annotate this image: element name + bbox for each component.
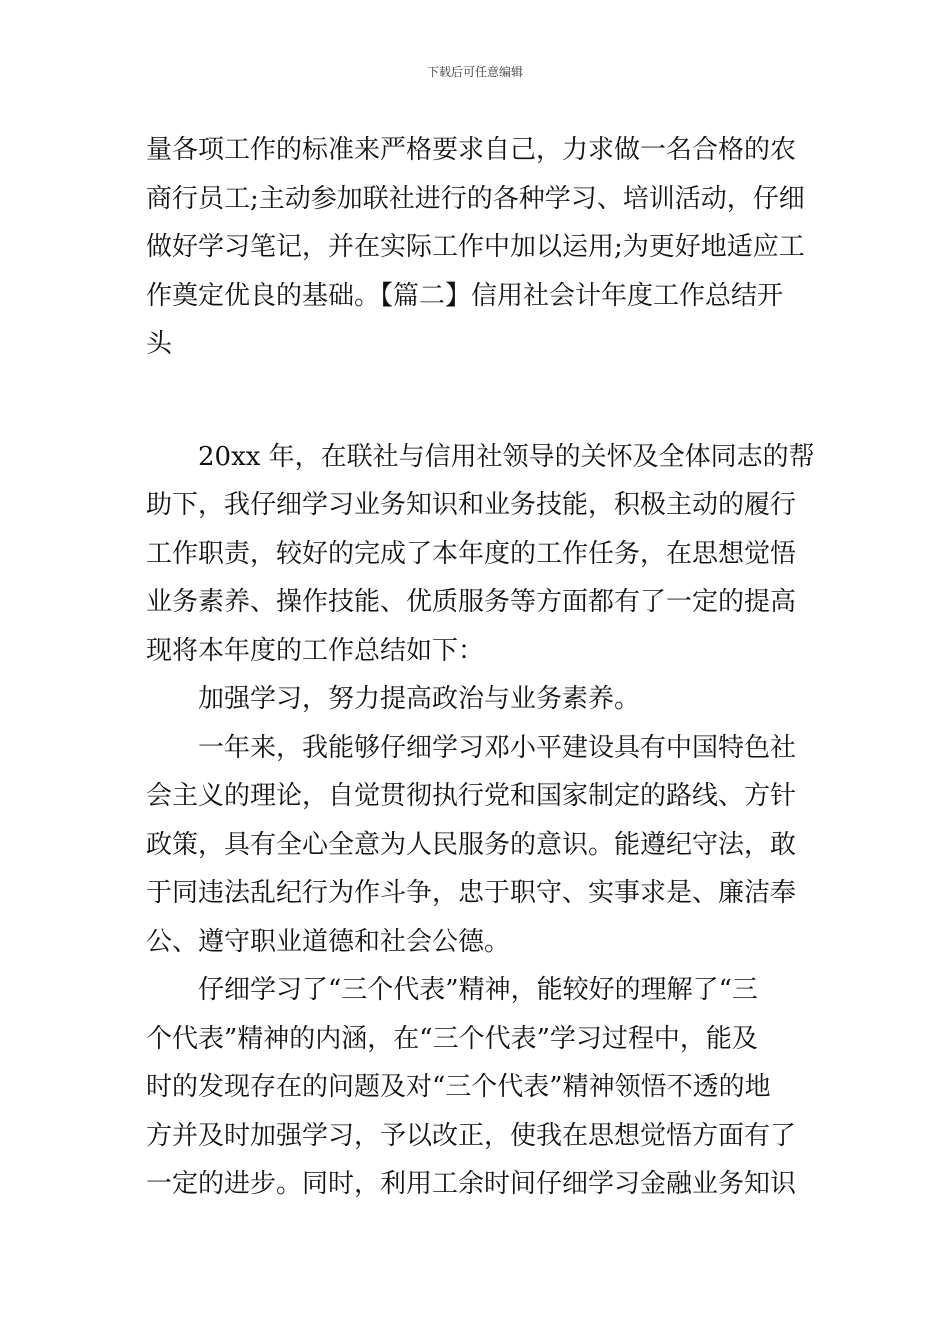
text-line: 量各项工作的标准来严格要求自己，力求做一名合格的农 xyxy=(146,135,797,165)
text-line: 工作职责，较好的完成了本年度的工作任务，在思想觉悟 xyxy=(146,538,797,569)
paragraph-continued xyxy=(146,126,810,369)
text-line: 时的发现存在的问题及对“三个代表”精神领悟不透的地 xyxy=(146,1072,771,1102)
text-line: 头 xyxy=(146,329,173,359)
page-header: 下载后可任意编辑 xyxy=(426,65,523,79)
text-line: 做好学习笔记，并在实际工作中加以运用;为更好地适应工 xyxy=(146,232,805,262)
text-line: 于同违法乱纪行为作斗争，忠于职守、实事求是、廉洁奉 xyxy=(146,878,797,908)
document-body xyxy=(146,126,815,1209)
text-line: 一年来，我能够仔细学习邓小平建设具有中国特色社 xyxy=(198,732,797,763)
paragraph-intro xyxy=(146,433,815,676)
section-heading xyxy=(146,675,810,724)
paragraph-gap xyxy=(146,369,810,433)
text-line: 业务素养、操作技能、优质服务等方面都有了一定的提高 xyxy=(146,587,797,617)
text-line: 20xx 年，在联社与信用社领导的关怀及全体同志的帮 xyxy=(198,441,815,472)
text-line: 方并及时加强学习，予以改正，使我在思想觉悟方面有了 xyxy=(146,1120,797,1151)
text-line: 一定的进步。同时，利用工余时间仔细学习金融业务知识 xyxy=(146,1169,797,1199)
text-line: 商行员工;主动参加联社进行的各种学习、培训活动，仔细 xyxy=(146,183,805,214)
text-line: 个代表”精神的内涵，在“三个代表”学习过程中，能及 xyxy=(146,1023,758,1054)
text-line: 仔细学习了“三个代表”精神，能较好的理解了“三 xyxy=(198,975,758,1005)
text-line: 政策，具有全心全意为人民服务的意识。能遵纪守法，敢 xyxy=(146,829,797,860)
paragraph-three-represents xyxy=(146,966,810,1209)
text-line: 会主义的理论，自觉贯彻执行党和国家制定的路线、方针 xyxy=(146,781,797,811)
text-line: 作奠定优良的基础。【篇二】信用社会计年度工作总结开 xyxy=(146,280,784,311)
heading-line: 加强学习，努力提高政治与业务素养。 xyxy=(198,684,641,714)
paragraph-political xyxy=(146,724,810,967)
text-line: 公、遵守职业道德和社会公德。 xyxy=(146,926,511,957)
text-line: 现将本年度的工作总结如下： xyxy=(146,635,485,666)
text-line: 助下，我仔细学习业务知识和业务技能，积极主动的履行 xyxy=(146,490,797,520)
